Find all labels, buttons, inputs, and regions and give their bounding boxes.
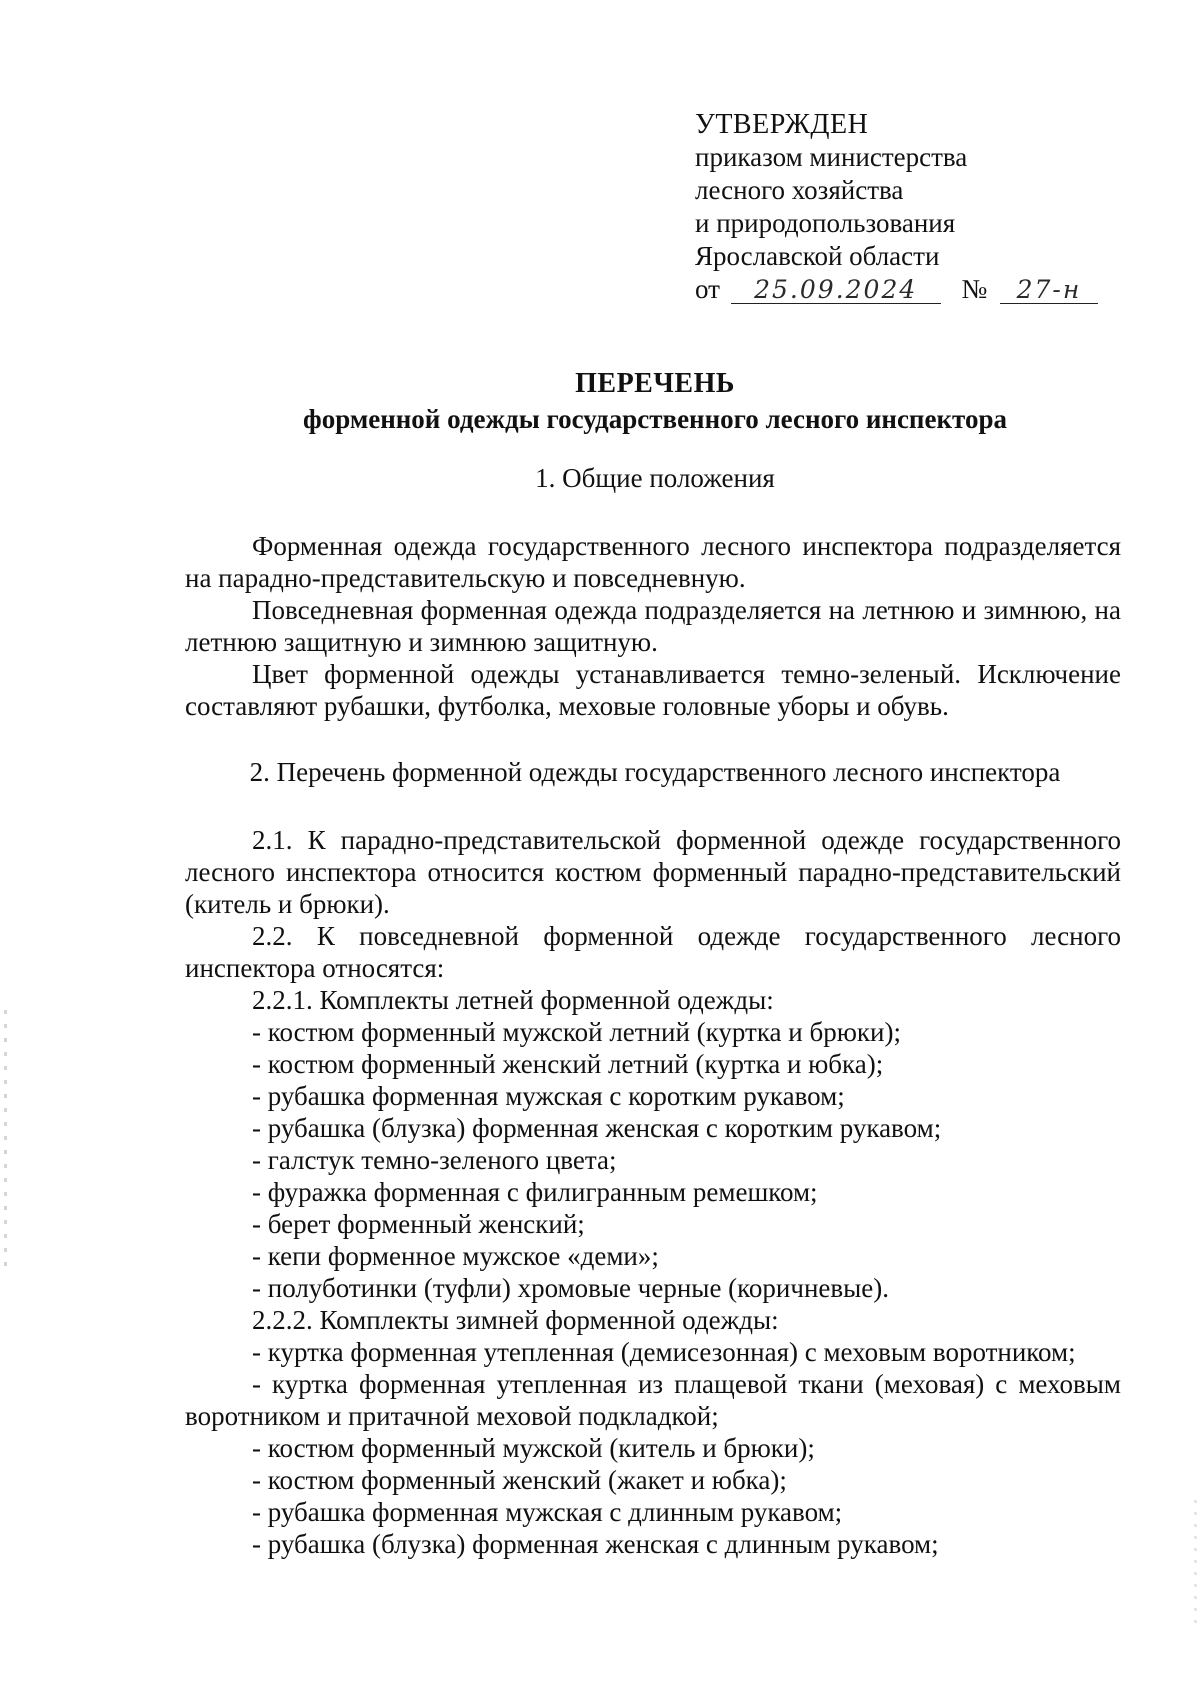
paragraph-2-2: 2.2. К повседневной форменной одежде государственного лесного инспектора относятся:: [185, 921, 1121, 983]
list-item: - костюм форменный мужской (китель и брюки);: [252, 1433, 815, 1463]
paragraph-2-1: 2.1. К парадно-представительской форменной одежде государственного лесного инспектора относится костюм форменный парадно-представительский (китель и брюки).: [185, 825, 1121, 919]
paragraph: Форменная одежда государственного лесного инспектора подразделяется на парадно-представительскую и повседневную.: [185, 531, 1121, 593]
document-title: ПЕРЕЧЕНЬ: [575, 368, 735, 399]
section-1-body: [185, 530, 1121, 722]
document-subtitle: форменной одежды государственного лесного инспектора: [303, 404, 1007, 434]
handwritten-date: 25.09.2024: [754, 275, 918, 304]
list-item: - берет форменный женский;: [252, 1209, 585, 1239]
list-item: - куртка форменная утепленная (демисезонная) с меховым воротником;: [252, 1337, 1076, 1367]
list-item: - костюм форменный женский (жакет и юбка);: [252, 1465, 787, 1495]
scan-margin-marks-right: [1194, 1500, 1197, 1630]
approval-block: [695, 108, 1098, 306]
approval-line-4: Ярославской области: [695, 241, 940, 271]
date-prefix: от: [695, 274, 720, 304]
list-item: - костюм форменный женский летний (куртка и юбка);: [252, 1049, 884, 1079]
list-item: - костюм форменный мужской летний (куртка и брюки);: [252, 1017, 901, 1047]
list-item: - рубашка форменная мужская с коротким рукавом;: [252, 1081, 845, 1111]
approval-heading: УТВЕРЖДЕН: [695, 109, 869, 140]
number-prefix: №: [961, 274, 988, 304]
paragraph-2-2-1-heading: 2.2.1. Комплекты летней форменной одежды:: [252, 985, 774, 1015]
list-item: - галстук темно-зеленого цвета;: [252, 1145, 617, 1175]
date-field: [731, 273, 941, 304]
list-item: - рубашка (блузка) форменная женская с коротким рукавом;: [252, 1113, 942, 1143]
number-field: [1000, 273, 1098, 304]
list-item: - рубашка форменная мужская с длинным рукавом;: [252, 1497, 843, 1527]
list-item-wrapped: - куртка форменная утепленная из плащевой ткани (меховая) с меховым воротником и притачной меховой подкладкой;: [185, 1369, 1121, 1431]
handwritten-number: 27-н: [1016, 275, 1082, 304]
section-2-heading: 2. Перечень форменной одежды государственного лесного инспектора: [249, 757, 1061, 787]
list-item: - кепи форменное мужское «деми»;: [252, 1241, 659, 1271]
approval-line-3: и природопользования: [695, 208, 956, 238]
section-2-body: [185, 824, 1121, 1560]
scan-margin-marks: [4, 1010, 7, 1270]
approval-line-2: лесного хозяйства: [695, 175, 904, 205]
approval-line-1: приказом министерства: [695, 142, 968, 172]
paragraph: Цвет форменной одежды устанавливается темно-зеленый. Исключение составляют рубашки, футболка, меховые головные уборы и обувь.: [185, 659, 1121, 721]
paragraph: Повседневная форменная одежда подразделяется на летнюю и зимнюю, на летнюю защитную и зимнюю защитную.: [185, 595, 1121, 657]
list-item: - полуботинки (туфли) хромовые черные (коричневые).: [252, 1273, 889, 1303]
paragraph-2-2-2-heading: 2.2.2. Комплекты зимней форменной одежды:: [252, 1305, 779, 1335]
list-item: - фуражка форменная с филигранным ремешком;: [252, 1177, 818, 1207]
list-item: - рубашка (блузка) форменная женская с длинным рукавом;: [252, 1529, 939, 1559]
section-1-heading: 1. Общие положения: [535, 463, 775, 493]
approval-date-number-line: [695, 273, 1098, 306]
